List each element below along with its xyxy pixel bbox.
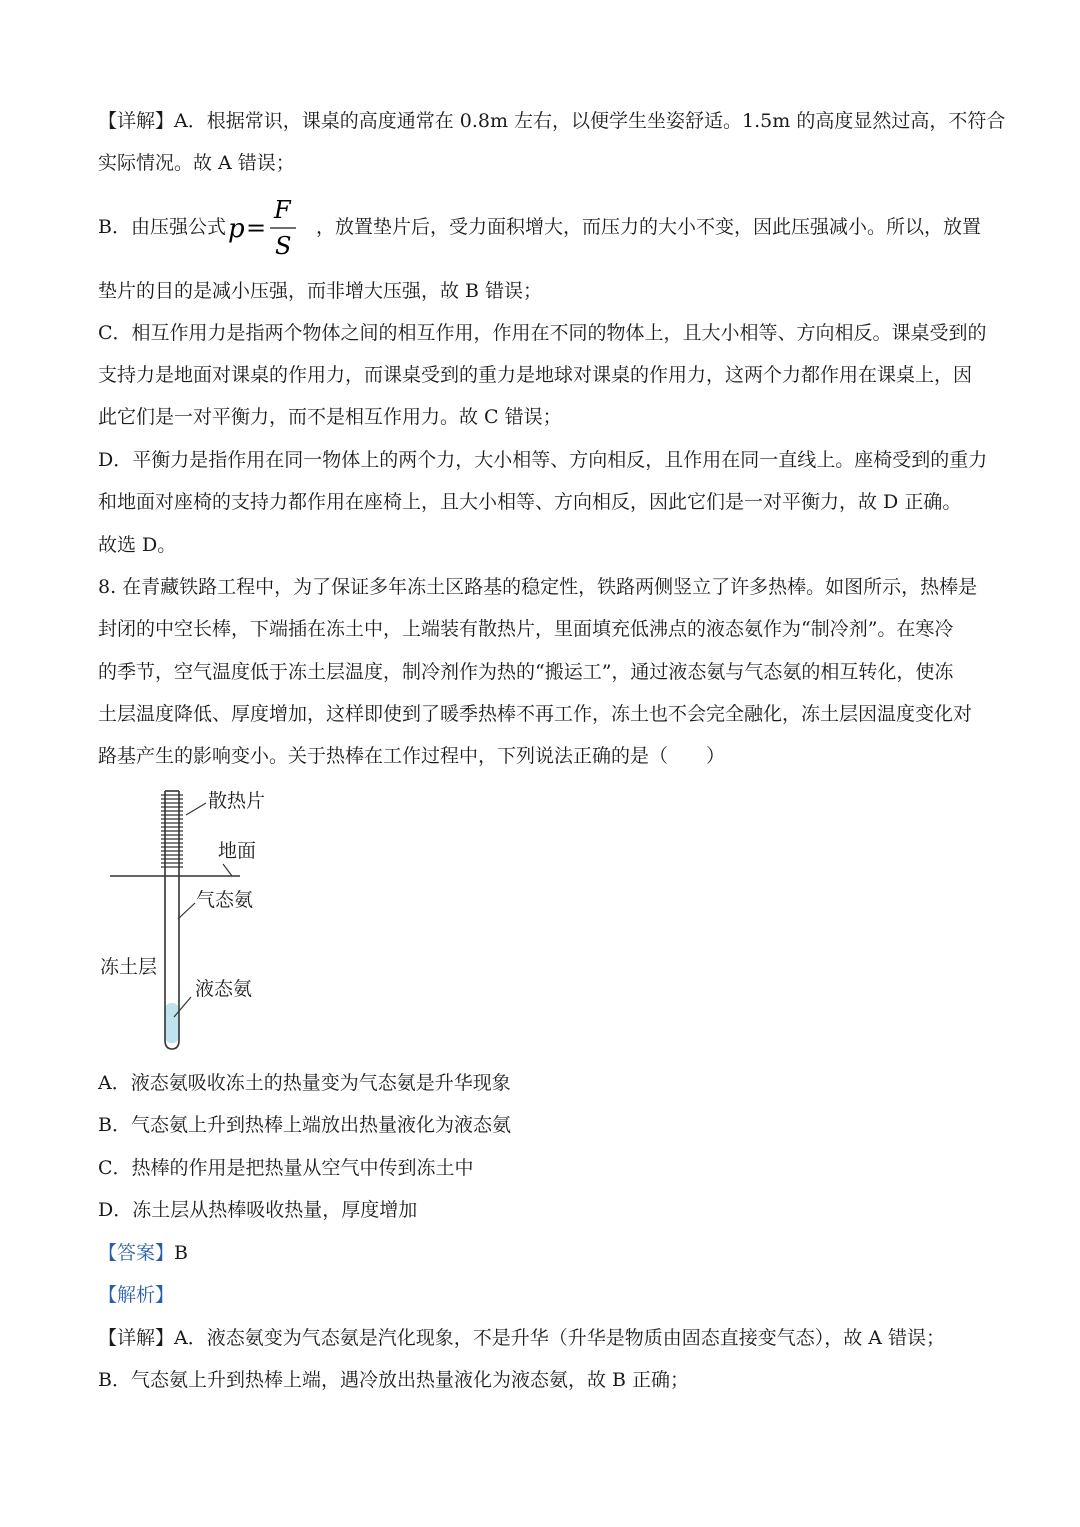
pressure-formula [228, 196, 298, 260]
q8-line1: 8. 在青藏铁路工程中，为了保证多年冻土区路基的稳定性，铁路两侧竖立了许多热棒。如图所示，热棒是 [98, 576, 978, 598]
label-ground: 地面 [218, 840, 257, 862]
q8-line2: 封闭的中空长棒，下端插在冻土中，上端装有散热片，里面填充低沸点的液态氨作为“制冷剂”。在寒冷 [98, 618, 954, 640]
answer-value: B [174, 1242, 188, 1264]
heat-pipe-diagram [98, 785, 298, 1055]
label-frozen-soil: 冻土层 [100, 956, 158, 978]
q8-line4: 土层温度降低、厚度增加，这样即使到了暖季热棒不再工作，冻土也不会完全融化，冻土层因温度变化对 [98, 703, 973, 725]
detail-c-line3: 此它们是一对平衡力，而不是相互作用力。故 C 错误； [98, 406, 562, 428]
option-c: C．热棒的作用是把热量从空气中传到冻土中 [98, 1157, 474, 1179]
q8-detail-b: B．气态氨上升到热棒上端，遇冷放出热量液化为液态氨，故 B 正确； [98, 1369, 690, 1391]
detail-a-line1: 【详解】A．根据常识，课桌的高度通常在 0.8m 左右，以便学生坐姿舒适。1.5m 的高度显然过高，不符合 [98, 110, 1006, 132]
detail-b-suffix: ，放置垫片后，受力面积增大，而压力的大小不变，因此压强减小。所以，放置 [316, 216, 982, 238]
detail-c-line1: C．相互作用力是指两个物体之间的相互作用，作用在不同的物体上，且大小相等、方向相反。课桌受到的 [98, 322, 987, 344]
answer-line [98, 1241, 188, 1265]
liquid-ammonia-fill [165, 1003, 179, 1043]
gas-leader [178, 903, 195, 919]
label-liquid-ammonia: 液态氨 [195, 978, 253, 1000]
q8-detail-label: 【详解】 [98, 1327, 175, 1349]
fins-leader [186, 803, 206, 815]
analysis-label: 【解析】 [98, 1284, 175, 1306]
answer-label: 【答案】 [98, 1242, 175, 1264]
detail-b-line2: 垫片的目的是减小压强，而非增大压强，故 B 错误； [98, 280, 543, 302]
option-d: D．冻土层从热棒吸收热量，厚度增加 [98, 1199, 418, 1221]
formula-eq: = [246, 214, 267, 242]
q8-line3: 的季节，空气温度低于冻土层温度，制冷剂作为热的“搬运工”，通过液态氨与气态氨的相互转化，使冻 [98, 661, 954, 683]
q8-line5: 路基产生的影响变小。关于热棒在工作过程中，下列说法正确的是（ ） [98, 745, 726, 767]
option-a: A．液态氨吸收冻土的热量变为气态氨是升华现象 [98, 1072, 511, 1094]
detail-a-line2: 实际情况。故 A 错误； [98, 152, 295, 174]
label-gas-ammonia: 气态氨 [196, 889, 254, 911]
option-b: B．气态氨上升到热棒上端放出热量液化为液态氨 [98, 1114, 511, 1136]
formula-p: p [228, 214, 245, 244]
detail-label: 【详解】 [98, 110, 175, 132]
ground-leader [223, 864, 232, 876]
q8-detail-a: 【详解】A．液态氨变为气态氨是汽化现象，不是升华（升华是物质由固态直接变气态），故 A 错误； [98, 1327, 946, 1349]
detail-conclusion: 故选 D。 [98, 534, 177, 556]
detail-b-prefix: B．由压强公式 [98, 216, 226, 238]
formula-denominator: S [275, 232, 292, 260]
detail-c-line2: 支持力是地面对课桌的作用力，而课桌受到的重力是地球对课桌的作用力，这两个力都作用在课桌上，因 [98, 364, 973, 386]
detail-d-line2: 和地面对座椅的支持力都作用在座椅上，且大小相等、方向相反，因此它们是一对平衡力，故 D 正确。 [98, 491, 962, 513]
heat-pipe-svg [98, 785, 298, 1055]
formula-numerator: F [274, 196, 291, 224]
label-fins: 散热片 [208, 790, 266, 812]
detail-d-line1: D．平衡力是指作用在同一物体上的两个力，大小相等、方向相反，且作用在同一直线上。座椅受到的重力 [98, 449, 988, 471]
